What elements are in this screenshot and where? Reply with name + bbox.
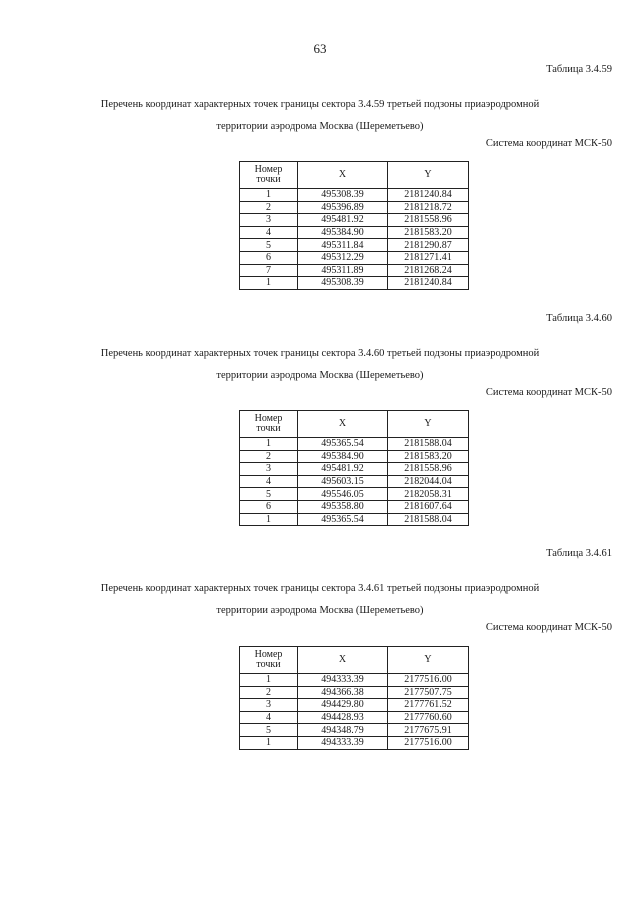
- cell-x: 495308.39: [298, 277, 388, 290]
- coordinates-table: [239, 410, 469, 526]
- coordinate-system-label: Система координат МСК-50: [485, 622, 612, 633]
- cell-y: 2177761.52: [388, 699, 469, 712]
- cell-point-number: 5: [240, 239, 298, 252]
- header-y: Y: [388, 411, 469, 438]
- cell-point-number: 6: [240, 251, 298, 264]
- table-row: [240, 264, 469, 277]
- header-text: точки: [256, 174, 281, 185]
- table-row: [240, 475, 469, 488]
- table-row: [240, 251, 469, 264]
- table-row: [240, 699, 469, 712]
- cell-point-number: 1: [240, 189, 298, 202]
- cell-x: 494429.80: [298, 699, 388, 712]
- cell-y: 2177760.60: [388, 711, 469, 724]
- table-row: [240, 686, 469, 699]
- cell-point-number: 1: [240, 674, 298, 687]
- page-number: 63: [313, 41, 327, 56]
- header-x: X: [298, 162, 388, 189]
- cell-point-number: 1: [240, 277, 298, 290]
- cell-x: 495308.39: [298, 189, 388, 202]
- cell-x: 495384.90: [298, 450, 388, 463]
- cell-point-number: 7: [240, 264, 298, 277]
- cell-y: 2177516.00: [388, 674, 469, 687]
- table-caption: [0, 343, 640, 387]
- table-label: Таблица 3.4.60: [546, 313, 612, 324]
- caption-line: Перечень координат характерных точек границы сектора 3.4.59 третьей подзоны приаэродромной: [100, 99, 540, 110]
- header-text: Номер: [254, 649, 283, 660]
- cell-x: 494366.38: [298, 686, 388, 699]
- cell-x: 494333.39: [298, 736, 388, 749]
- table-header-row: [240, 411, 469, 438]
- table-row: [240, 711, 469, 724]
- cell-point-number: 3: [240, 463, 298, 476]
- cell-x: 495312.29: [298, 251, 388, 264]
- table-caption: [0, 578, 640, 622]
- coordinate-system-label: Система координат МСК-50: [485, 138, 612, 149]
- cell-point-number: 4: [240, 711, 298, 724]
- coordinates-table: [239, 646, 469, 750]
- header-point-number: [240, 647, 298, 674]
- cell-y: 2181607.64: [388, 500, 469, 513]
- table-row: [240, 214, 469, 227]
- table-label: Таблица 3.4.61: [546, 548, 612, 559]
- cell-x: 494428.93: [298, 711, 388, 724]
- table-row: [240, 277, 469, 290]
- table-row: [240, 488, 469, 501]
- cell-point-number: 1: [240, 736, 298, 749]
- table-header-row: [240, 162, 469, 189]
- cell-point-number: 5: [240, 724, 298, 737]
- cell-point-number: 6: [240, 500, 298, 513]
- cell-y: 2181583.20: [388, 450, 469, 463]
- table-row: [240, 239, 469, 252]
- table-caption: [0, 94, 640, 138]
- cell-x: 494333.39: [298, 674, 388, 687]
- caption-line: территории аэродрома Москва (Шереметьево): [216, 370, 424, 381]
- table-row: [240, 189, 469, 202]
- cell-y: 2181240.84: [388, 277, 469, 290]
- cell-point-number: 4: [240, 475, 298, 488]
- table-row: [240, 201, 469, 214]
- caption-line: Перечень координат характерных точек границы сектора 3.4.61 третьей подзоны приаэродромной: [100, 583, 540, 594]
- cell-y: 2182044.04: [388, 475, 469, 488]
- cell-point-number: 1: [240, 513, 298, 526]
- cell-y: 2181290.87: [388, 239, 469, 252]
- cell-x: 495311.84: [298, 239, 388, 252]
- caption-line: Перечень координат характерных точек границы сектора 3.4.60 третьей подзоны приаэродромной: [100, 348, 540, 359]
- header-point-number: [240, 411, 298, 438]
- cell-x: 495546.05: [298, 488, 388, 501]
- table-row: [240, 736, 469, 749]
- cell-point-number: 1: [240, 438, 298, 451]
- cell-x: 495358.80: [298, 500, 388, 513]
- cell-x: 495481.92: [298, 463, 388, 476]
- caption-line: территории аэродрома Москва (Шереметьево): [216, 121, 424, 132]
- header-x: X: [298, 411, 388, 438]
- cell-y: 2181588.04: [388, 513, 469, 526]
- cell-x: 495365.54: [298, 438, 388, 451]
- caption-line: территории аэродрома Москва (Шереметьево): [216, 605, 424, 616]
- cell-x: 495396.89: [298, 201, 388, 214]
- cell-y: 2181218.72: [388, 201, 469, 214]
- header-y: Y: [388, 647, 469, 674]
- table-label: Таблица 3.4.59: [546, 64, 612, 75]
- cell-y: 2181558.96: [388, 214, 469, 227]
- cell-x: 495384.90: [298, 226, 388, 239]
- cell-point-number: 2: [240, 201, 298, 214]
- cell-y: 2181271.41: [388, 251, 469, 264]
- cell-y: 2177507.75: [388, 686, 469, 699]
- cell-point-number: 5: [240, 488, 298, 501]
- cell-point-number: 2: [240, 450, 298, 463]
- coordinates-table: [239, 161, 469, 290]
- cell-x: 494348.79: [298, 724, 388, 737]
- table-row: [240, 513, 469, 526]
- cell-y: 2181583.20: [388, 226, 469, 239]
- table-row: [240, 450, 469, 463]
- coordinate-system-label: Система координат МСК-50: [485, 387, 612, 398]
- cell-y: 2181268.24: [388, 264, 469, 277]
- cell-x: 495603.15: [298, 475, 388, 488]
- cell-point-number: 2: [240, 686, 298, 699]
- cell-y: 2181558.96: [388, 463, 469, 476]
- table-row: [240, 438, 469, 451]
- table-row: [240, 674, 469, 687]
- header-text: точки: [256, 659, 281, 670]
- header-x: X: [298, 647, 388, 674]
- cell-point-number: 3: [240, 699, 298, 712]
- cell-y: 2177675.91: [388, 724, 469, 737]
- header-y: Y: [388, 162, 469, 189]
- header-text: точки: [256, 423, 281, 434]
- header-text: Номер: [254, 164, 283, 175]
- cell-y: 2181240.84: [388, 189, 469, 202]
- cell-point-number: 4: [240, 226, 298, 239]
- cell-point-number: 3: [240, 214, 298, 227]
- cell-y: 2177516.00: [388, 736, 469, 749]
- header-point-number: [240, 162, 298, 189]
- cell-y: 2182058.31: [388, 488, 469, 501]
- cell-y: 2181588.04: [388, 438, 469, 451]
- table-row: [240, 500, 469, 513]
- cell-x: 495311.89: [298, 264, 388, 277]
- cell-x: 495481.92: [298, 214, 388, 227]
- cell-x: 495365.54: [298, 513, 388, 526]
- table-row: [240, 226, 469, 239]
- table-header-row: [240, 647, 469, 674]
- table-row: [240, 724, 469, 737]
- header-text: Номер: [254, 413, 283, 424]
- table-row: [240, 463, 469, 476]
